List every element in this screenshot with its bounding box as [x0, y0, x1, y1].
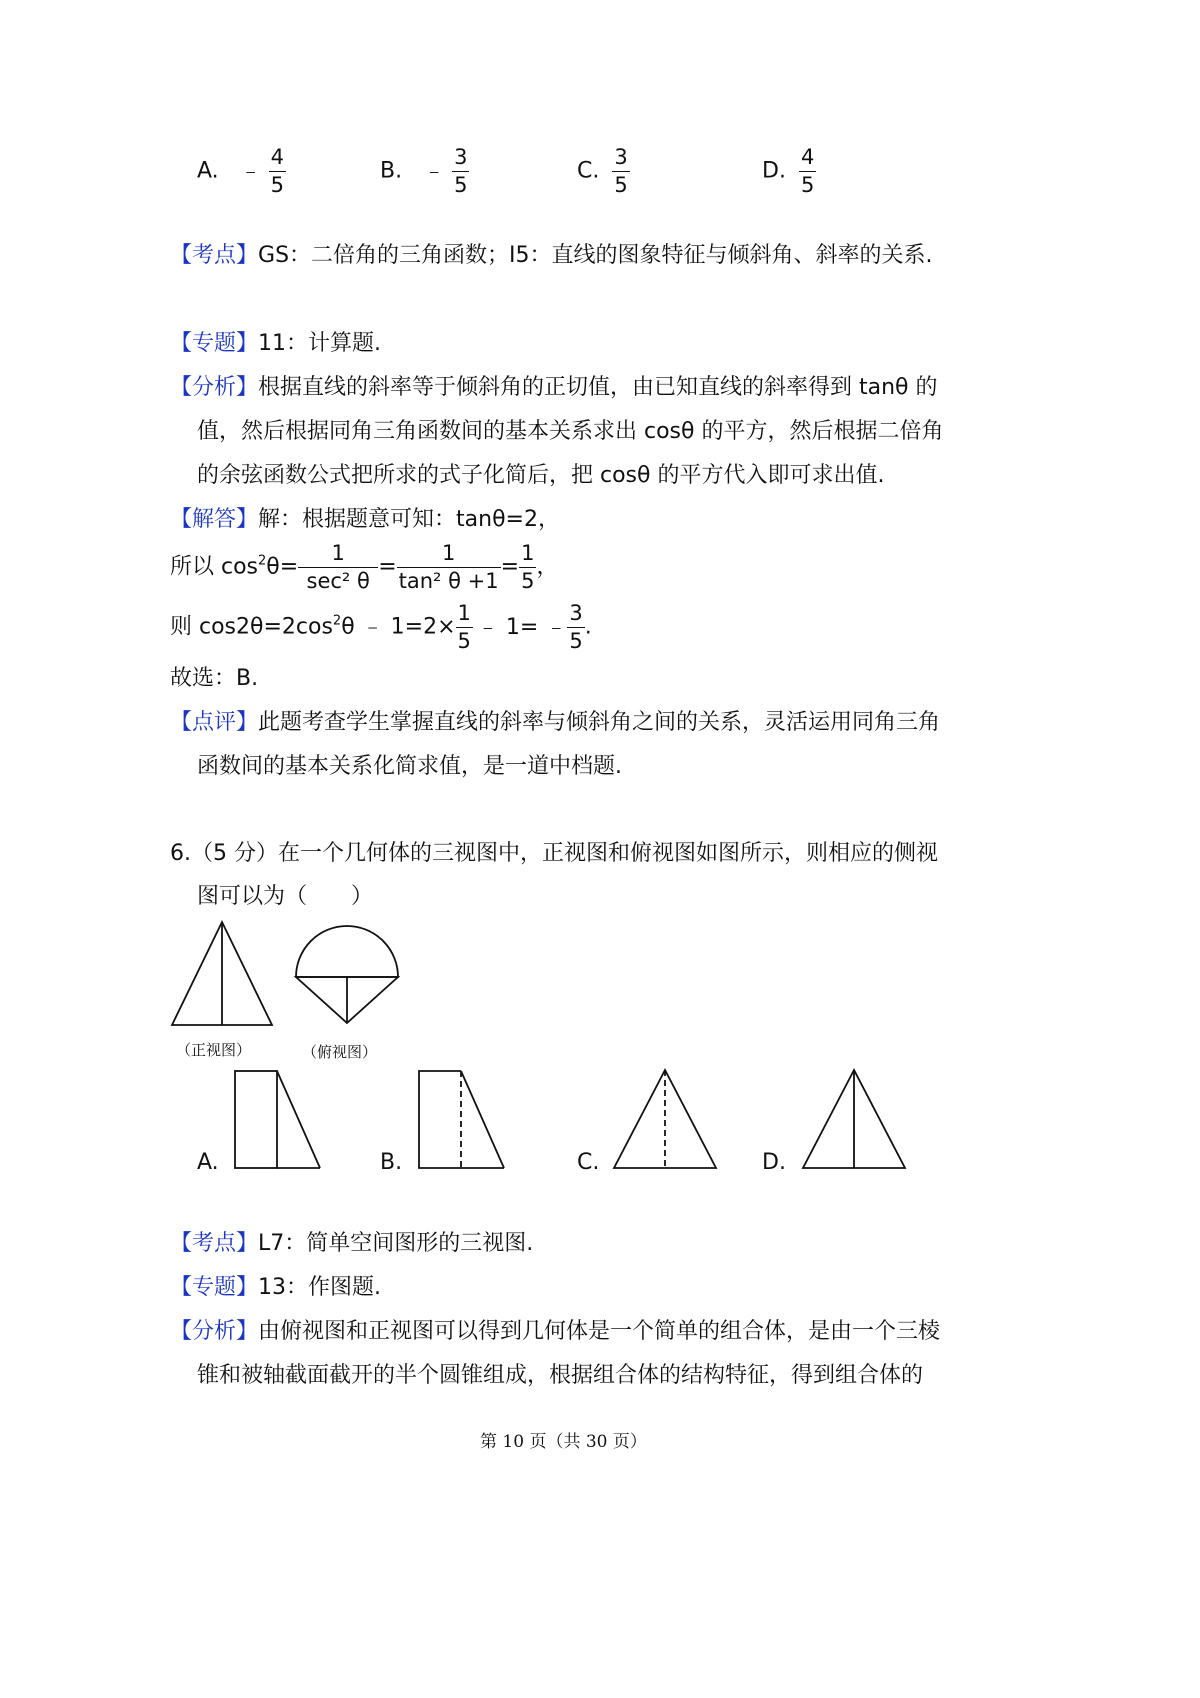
- q6-stem-line-2: 图可以为（ ）: [197, 884, 374, 909]
- equation-text: 则 cos2θ=2cos: [170, 614, 333, 640]
- fraction: [452, 146, 469, 197]
- equation-text: =: [378, 554, 397, 580]
- q6-zhuanti: [170, 1277, 381, 1299]
- option-d-figure: [803, 1070, 905, 1168]
- zhuanti-tag: 【专题】: [170, 1275, 259, 1300]
- q6-fenxi: [170, 1321, 940, 1343]
- numerator: 1: [397, 542, 501, 568]
- page-footer: 第 10 页（共 30 页）: [480, 1432, 647, 1452]
- zhuanti-text: 13：作图题.: [258, 1275, 382, 1300]
- option-a: [197, 146, 286, 197]
- kaodian-text: GS：二倍角的三角函数；I5：直线的图象特征与倾斜角、斜率的关系.: [258, 243, 933, 268]
- option-label: A.: [197, 158, 219, 184]
- q6-fenxi-line-2: 锥和被轴截面截开的半个圆锥组成，根据组合体的结构特征，得到组合体的: [197, 1363, 924, 1388]
- kaodian-text: L7：简单空间图形的三视图.: [258, 1231, 534, 1256]
- numerator: 4: [269, 146, 286, 172]
- equation-text: =: [500, 554, 520, 580]
- q5-zhuanti: [170, 333, 381, 355]
- front-view-figure: [172, 922, 272, 1025]
- exponent: 2: [332, 613, 342, 629]
- fraction: [456, 602, 473, 653]
- denominator: 5: [454, 173, 468, 198]
- equation-text: θ ﹣ 1=2×: [341, 614, 456, 640]
- q5-jieda: [170, 509, 560, 531]
- equation-text: .: [584, 614, 592, 640]
- numerator: 1: [519, 542, 536, 568]
- fenxi-line: 根据直线的斜率等于倾斜角的正切值，由已知直线的斜率得到 tanθ 的: [258, 375, 938, 400]
- q5-dianping-line-2: 函数间的基本关系化简求值，是一道中档题.: [197, 754, 622, 779]
- fraction: [397, 542, 501, 593]
- top-view-figure: [296, 926, 398, 1023]
- top-view-label: （俯视图）: [302, 1043, 378, 1061]
- equation-text: 所以 cos: [170, 554, 259, 580]
- numerator: 3: [567, 602, 584, 628]
- denominator: 5: [270, 173, 285, 198]
- denominator: 5: [521, 569, 535, 594]
- zhuanti-text: 11：计算题.: [258, 331, 382, 356]
- option-b-figure: [419, 1071, 504, 1168]
- dianping-tag: 【点评】: [170, 710, 259, 735]
- option-c: [577, 146, 630, 197]
- equation-text: θ=: [266, 554, 299, 580]
- numerator: 3: [452, 146, 469, 172]
- kaodian-tag: 【考点】: [170, 243, 259, 268]
- option-label: B.: [380, 158, 403, 184]
- minus-sign: ﹣: [423, 158, 446, 184]
- q5-dianping: [170, 712, 940, 734]
- exponent: 2: [258, 553, 267, 569]
- numerator: 1: [456, 602, 473, 628]
- kaodian-tag: 【考点】: [170, 1231, 259, 1256]
- q5-kaodian: [170, 245, 933, 267]
- q5-answer: 故选：B.: [170, 666, 259, 691]
- fraction: [799, 146, 816, 197]
- fenxi-tag: 【分析】: [170, 1319, 259, 1344]
- jieda-tag: 【解答】: [170, 507, 259, 532]
- numerator: 4: [799, 146, 816, 172]
- fraction: [567, 602, 584, 653]
- equation-text: ，: [536, 554, 559, 580]
- fenxi-line: 由俯视图和正视图可以得到几何体是一个简单的组合体，是由一个三棱: [258, 1319, 941, 1344]
- numerator: 1: [298, 542, 378, 568]
- q6-option-d-label: D.: [762, 1150, 786, 1175]
- equation-text: ﹣ 1= ﹣: [476, 614, 568, 640]
- fraction: [298, 542, 378, 593]
- q6-option-c-label: C.: [577, 1150, 600, 1175]
- dianping-line: 此题考查学生掌握直线的斜率与倾斜角之间的关系，灵活运用同角三角: [258, 710, 941, 735]
- option-d: [762, 146, 816, 197]
- q6-stem-line-1: 6.（5 分）在一个几何体的三视图中，正视图和俯视图如图所示，则相应的侧视: [170, 841, 938, 866]
- q5-fenxi-line-3: 的余弦函数公式把所求的式子化简后，把 cosθ 的平方代入即可求出值.: [197, 463, 885, 488]
- q5-fenxi-line-2: 值，然后根据同角三角函数间的基本关系求出 cosθ 的平方，然后根据二倍角: [197, 419, 944, 444]
- equation-cos-squared: [170, 542, 558, 593]
- fraction: [269, 146, 286, 197]
- zhuanti-tag: 【专题】: [170, 331, 259, 356]
- option-label: D.: [762, 158, 786, 184]
- fraction: [612, 146, 629, 197]
- q5-fenxi: [170, 377, 938, 399]
- denominator: 5: [569, 629, 583, 654]
- q6-option-a-label: A.: [197, 1150, 219, 1175]
- option-c-figure: [614, 1070, 716, 1168]
- denominator: 5: [457, 629, 471, 654]
- denominator: tan² θ +1: [398, 569, 499, 594]
- option-a-figure: [235, 1071, 320, 1168]
- jieda-text: 解：根据题意可知：tanθ=2，: [258, 507, 560, 532]
- q6-kaodian: [170, 1233, 533, 1255]
- fraction: [519, 542, 536, 593]
- front-view-label: （正视图）: [176, 1041, 252, 1059]
- equation-cos-2theta: [170, 602, 592, 653]
- denominator: 5: [614, 173, 628, 198]
- minus-sign: ﹣: [239, 158, 262, 184]
- option-b: [380, 146, 469, 197]
- denominator: sec² θ: [306, 569, 370, 594]
- fenxi-tag: 【分析】: [170, 375, 259, 400]
- option-label: C.: [577, 158, 600, 184]
- q6-option-b-label: B.: [380, 1150, 403, 1175]
- denominator: 5: [800, 173, 815, 198]
- numerator: 3: [612, 146, 629, 172]
